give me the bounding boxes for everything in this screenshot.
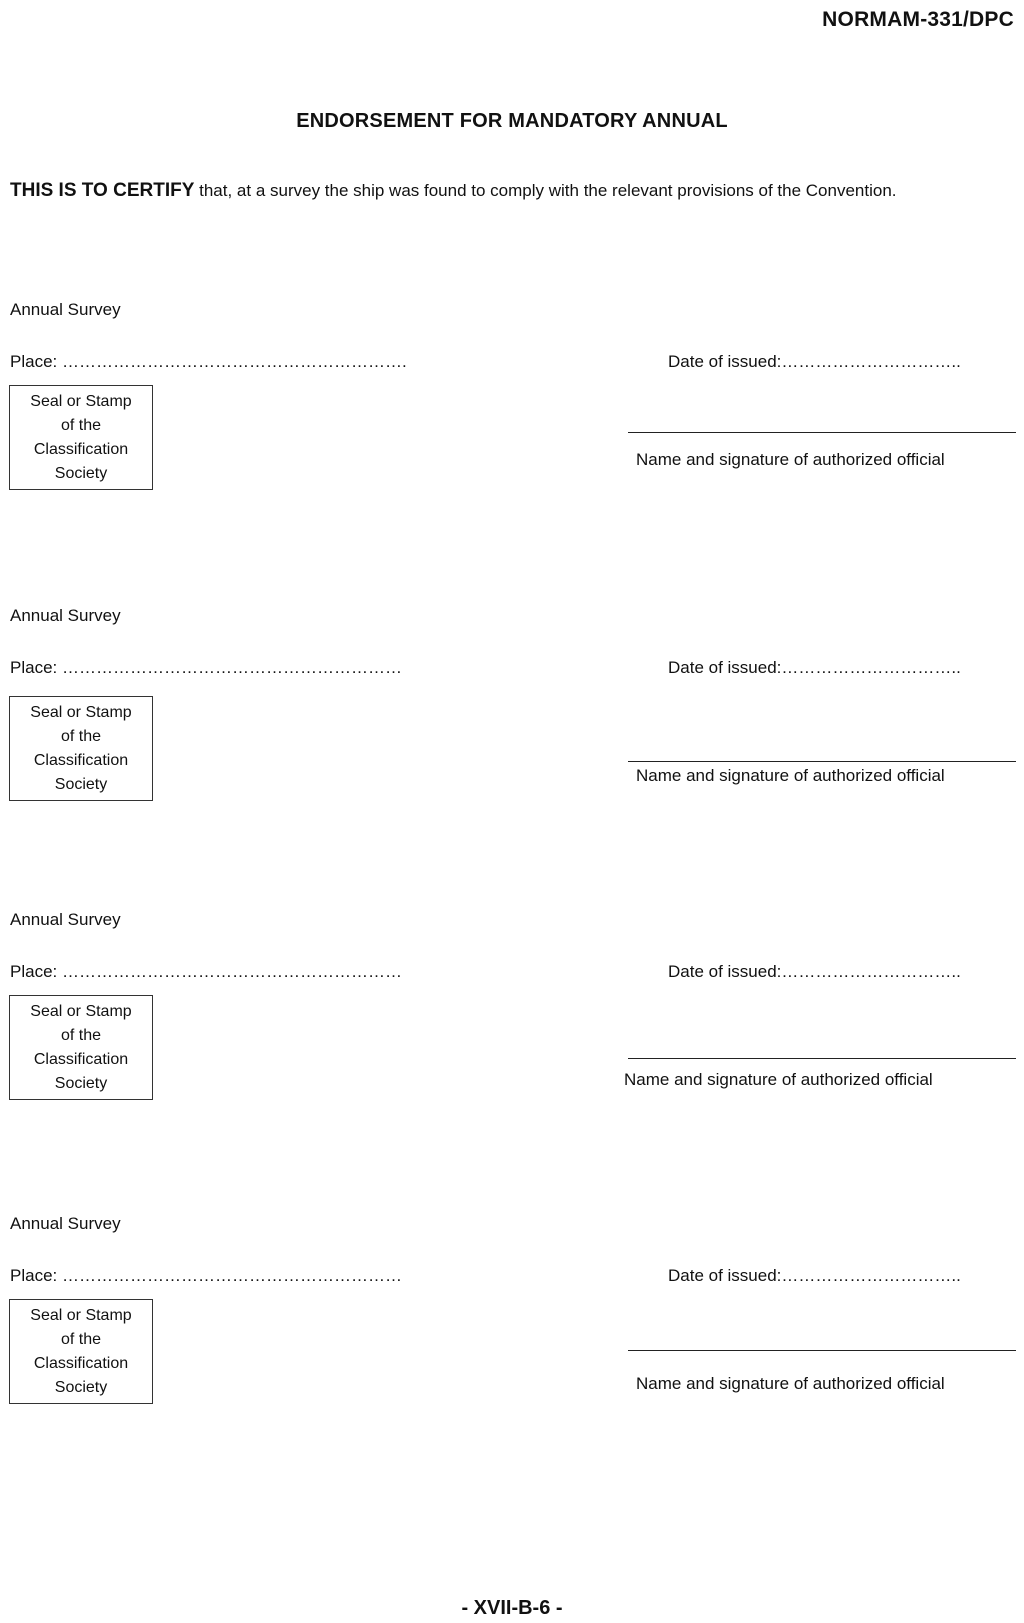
seal-line: of the [60,416,102,434]
seal-line: Classification [33,440,129,458]
signature-caption: Name and signature of authorized official [624,1070,933,1089]
seal-line: of the [60,1026,102,1044]
signature-caption: Name and signature of authorized official [636,450,945,469]
signature-line [628,761,1016,762]
seal-stamp-box [9,1299,153,1404]
annual-survey-block-2 [0,606,1024,836]
page-title: ENDORSEMENT FOR MANDATORY ANNUAL [296,110,728,132]
seal-line: Classification [33,1354,129,1372]
annual-survey-block-4 [0,1214,1024,1444]
place-field: Place: …………………………………………………… [10,1266,402,1285]
seal-line: Seal or Stamp [30,392,132,410]
document-code: NORMAM-331/DPC [822,8,1014,31]
signature-caption: Name and signature of authorized official [636,766,945,785]
signature-line [628,1058,1016,1059]
signature-line [628,432,1016,433]
date-issued-field: Date of issued:………………………….. [668,1266,961,1285]
seal-line: of the [60,727,102,745]
page-number: - XVII-B-6 - [461,1597,563,1619]
annual-survey-block-3 [0,910,1024,1140]
certify-lead: THIS IS TO CERTIFY [10,180,195,201]
seal-stamp-box [9,696,153,801]
seal-line: of the [60,1330,102,1348]
date-issued-field: Date of issued:………………………….. [668,962,961,981]
place-field: Place: ……………………………………………………. [10,352,407,371]
signature-line [628,1350,1016,1351]
place-field: Place: …………………………………………………… [10,658,402,677]
annual-survey-block-1 [0,300,1024,530]
date-issued-field: Date of issued:………………………….. [668,658,961,677]
survey-label: Annual Survey [10,606,121,625]
seal-line: Society [54,775,108,793]
survey-label: Annual Survey [10,910,121,929]
place-field: Place: …………………………………………………… [10,962,402,981]
date-issued-field: Date of issued:………………………….. [668,352,961,371]
certify-text: that, at a survey the ship was found to comply with the relevant provisions of the Convention. [194,181,897,200]
signature-caption: Name and signature of authorized official [636,1374,945,1393]
seal-line: Society [54,1074,108,1092]
seal-line: Society [54,1378,108,1396]
survey-label: Annual Survey [10,300,121,319]
seal-line: Society [54,464,108,482]
seal-line: Seal or Stamp [30,1002,132,1020]
seal-stamp-box [9,385,153,490]
seal-line: Seal or Stamp [30,1306,132,1324]
certification-statement [10,175,1014,206]
survey-label: Annual Survey [10,1214,121,1233]
seal-line: Seal or Stamp [30,703,132,721]
seal-line: Classification [33,751,129,769]
seal-line: Classification [33,1050,129,1068]
seal-stamp-box [9,995,153,1100]
